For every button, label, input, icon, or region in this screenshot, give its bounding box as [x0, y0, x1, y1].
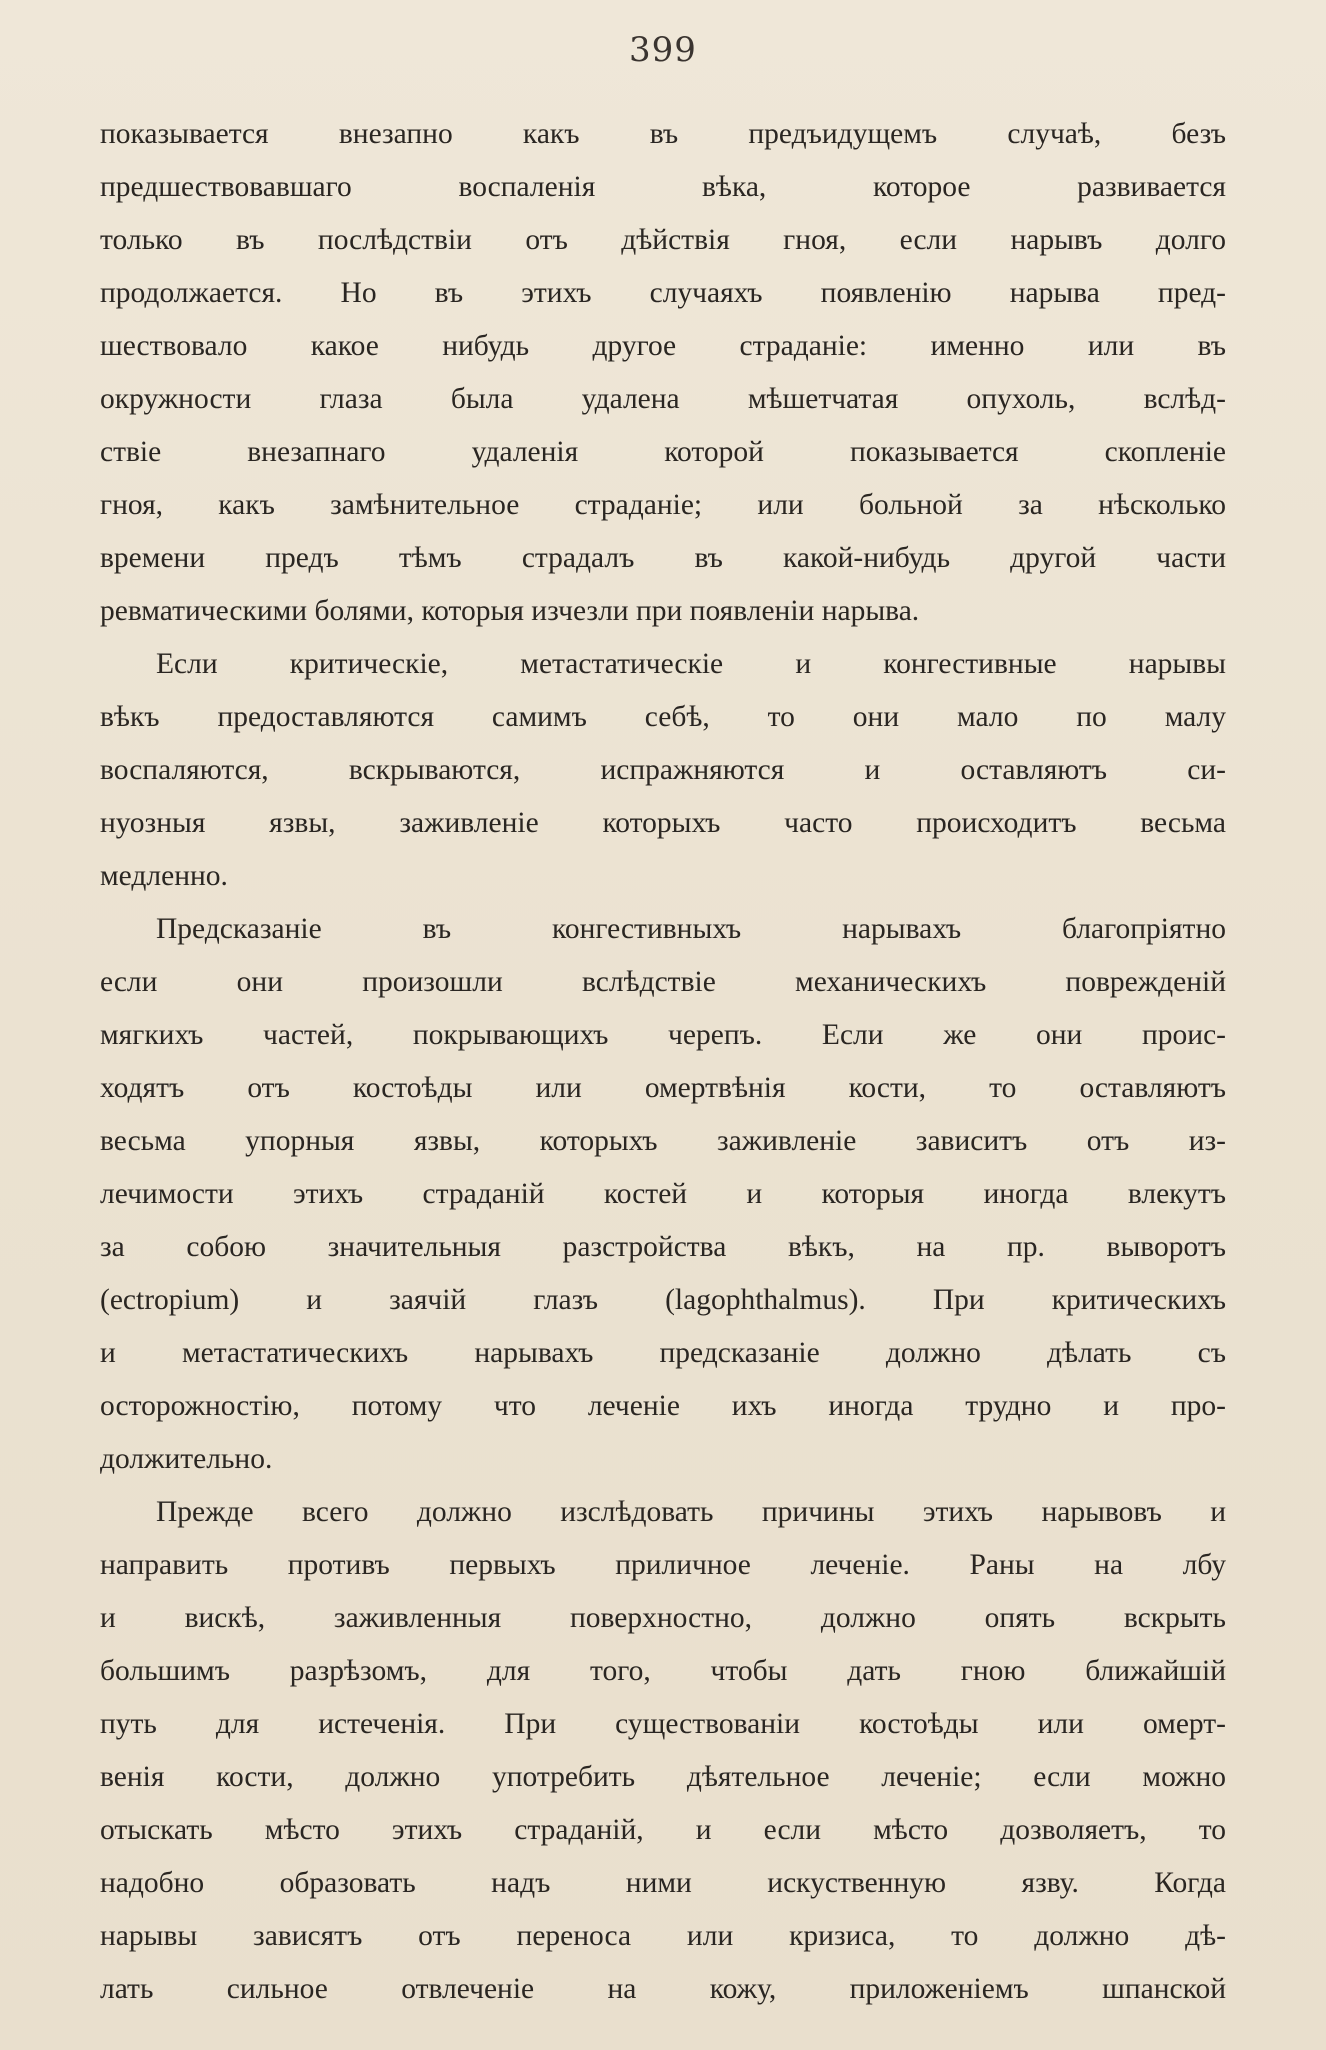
text-line: мягкихъ частей, покрывающихъ черепъ. Если же они проис-	[100, 1019, 1226, 1051]
text-line: (ectropium) и заячій глазъ (lagophthalmus). При критическихъ	[100, 1284, 1226, 1316]
text-line: шествовало какое нибудь другое страданіе: именно или въ	[100, 330, 1226, 362]
text-line: нарывы зависятъ отъ переноса или кризиса, то должно дѣ-	[100, 1920, 1226, 1952]
text-line: осторожностію, потому что леченіе ихъ иногда трудно и про-	[100, 1390, 1226, 1422]
text-line: отыскать мѣсто этихъ страданій, и если мѣсто дозволяетъ, то	[100, 1814, 1226, 1846]
text-line: предшествовавшаго воспаленія вѣка, которое развивается	[100, 171, 1226, 203]
text-line: ходятъ отъ костоѣды или омертвѣнія кости, то оставляютъ	[100, 1072, 1226, 1104]
page-number: 399	[629, 30, 697, 70]
text-line: большимъ разрѣзомъ, для того, чтобы дать гною ближайшій	[100, 1655, 1226, 1687]
text-line: Предсказаніе въ конгестивныхъ нарывахъ благопріятно	[156, 913, 1226, 945]
text-line: лать сильное отвлеченіе на кожу, приложеніемъ шпанской	[100, 1973, 1226, 2005]
text-line: времени предъ тѣмъ страдалъ въ какой-нибудь другой части	[100, 542, 1226, 574]
text-line: гноя, какъ замѣнительное страданіе; или больной за нѣсколько	[100, 489, 1226, 521]
text-line: и метастатическихъ нарывахъ предсказаніе должно дѣлать съ	[100, 1337, 1226, 1369]
text-line: Если критическіе, метастатическіе и конгестивные нарывы	[156, 648, 1226, 680]
body-text	[100, 108, 1226, 2016]
text-line: Прежде всего должно изслѣдовать причины этихъ нарывовъ и	[156, 1496, 1226, 1528]
text-line: надобно образовать надъ ними искуственную язву. Когда	[100, 1867, 1226, 1899]
text-line: окружности глаза была удалена мѣшетчатая опухоль, вслѣд-	[100, 383, 1226, 415]
text-line: ревматическими болями, которыя изчезли при появленіи нарыва.	[100, 595, 920, 627]
text-line: продолжается. Но въ этихъ случаяхъ появленію нарыва пред-	[100, 277, 1226, 309]
text-line: если они произошли вслѣдствіе механическихъ поврежденій	[100, 966, 1226, 998]
text-line: лечимости этихъ страданій костей и которыя иногда влекутъ	[100, 1178, 1226, 1210]
text-line: показывается внезапно какъ въ предъидущемъ случаѣ, безъ	[100, 118, 1226, 150]
text-line: только въ послѣдствіи отъ дѣйствія гноя, если нарывъ долго	[100, 224, 1226, 256]
text-line: медленно.	[100, 860, 228, 892]
text-line: нуозныя язвы, заживленіе которыхъ часто происходитъ весьма	[100, 807, 1226, 839]
text-line: и вискѣ, заживленныя поверхностно, должно опять вскрыть	[100, 1602, 1226, 1634]
text-line: ствіе внезапнаго удаленія которой показывается скопленіе	[100, 436, 1226, 468]
text-line: венія кости, должно употребить дѣятельное леченіе; если можно	[100, 1761, 1226, 1793]
text-line: должительно.	[100, 1443, 273, 1475]
text-line: вѣкъ предоставляются самимъ себѣ, то они мало по малу	[100, 701, 1226, 733]
text-line: направить противъ первыхъ приличное леченіе. Раны на лбу	[100, 1549, 1226, 1581]
text-line: весьма упорныя язвы, которыхъ заживленіе зависитъ отъ из-	[100, 1125, 1226, 1157]
text-line: воспаляются, вскрываются, испражняются и оставляютъ си-	[100, 754, 1226, 786]
text-line: путь для истеченія. При существованіи костоѣды или омерт-	[100, 1708, 1226, 1740]
text-line: за собою значительныя разстройства вѣкъ, на пр. выворотъ	[100, 1231, 1226, 1263]
